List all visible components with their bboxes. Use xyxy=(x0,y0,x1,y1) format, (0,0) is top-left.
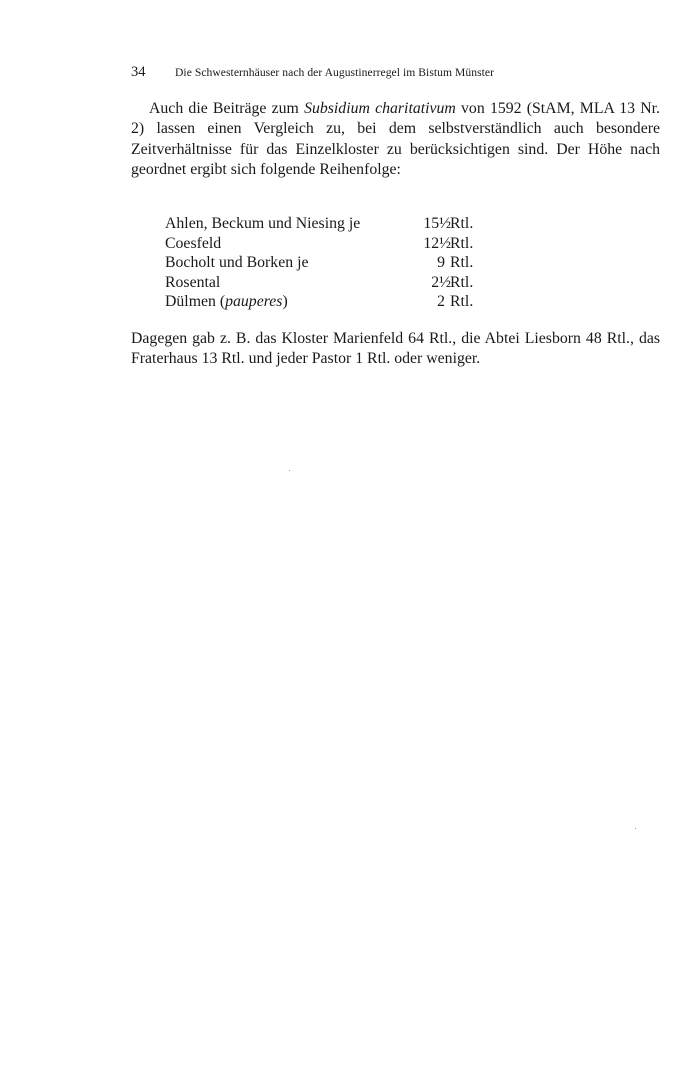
list-item xyxy=(165,292,505,312)
list-item-unit: Rtl. xyxy=(450,234,474,252)
list-item-amount: 9 xyxy=(437,254,445,272)
running-title: Die Schwesternhäuser nach der Augustinerregel im Bistum Münster xyxy=(175,66,495,79)
list-item-amount: 15½ xyxy=(423,215,451,232)
paragraph-comparison: Dagegen gab z. B. das Kloster Marienfeld 64 Rtl., die Abtei Liesborn 48 Rtl., das Fraterhaus 13 Rtl. und jeder Pastor 1 Rtl. oder weniger. xyxy=(131,330,660,368)
list-item xyxy=(165,234,505,254)
page-number: 34 xyxy=(131,64,146,80)
list-item xyxy=(165,253,505,273)
paragraph-text-start: Auch die Beiträge zum xyxy=(149,100,305,117)
list-item-place: Coesfeld xyxy=(165,234,222,252)
list-item-place: Ahlen, Beckum und Niesing je xyxy=(165,215,361,232)
list-item-unit: Rtl. xyxy=(450,215,474,232)
paragraph-subsidium xyxy=(131,99,660,181)
list-item-unit: Rtl. xyxy=(450,273,474,291)
list-item-amount: 2 xyxy=(437,293,445,311)
list-item-unit: Rtl. xyxy=(450,293,474,311)
list-item-unit: Rtl. xyxy=(450,254,474,272)
scan-speck xyxy=(289,470,290,471)
list-item-place: Rosental xyxy=(165,273,221,291)
running-head xyxy=(131,64,661,82)
list-item-amount: 12½ xyxy=(423,234,451,252)
list-item-place: Dülmen (pauperes) xyxy=(165,293,288,311)
scan-speck xyxy=(635,828,636,829)
list-item-place: Bocholt und Borken je xyxy=(165,254,309,272)
contributions-list xyxy=(165,214,505,312)
list-item xyxy=(165,273,505,293)
paragraph-text-end: von 1592 (StAM, MLA 13 Nr. 2) lassen einen Vergleich zu, bei dem selbstverständlich auch besondere Zeitverhältnisse für das Einzelkloster zu berücksichtigen sind. Der Höhe nach geordnet ergibt sich folgende Reihenfolge: xyxy=(131,100,660,179)
list-item xyxy=(165,214,505,234)
paragraph-italic-term: Subsidium charitativum xyxy=(304,100,456,117)
list-item-amount: 2½ xyxy=(431,273,451,291)
